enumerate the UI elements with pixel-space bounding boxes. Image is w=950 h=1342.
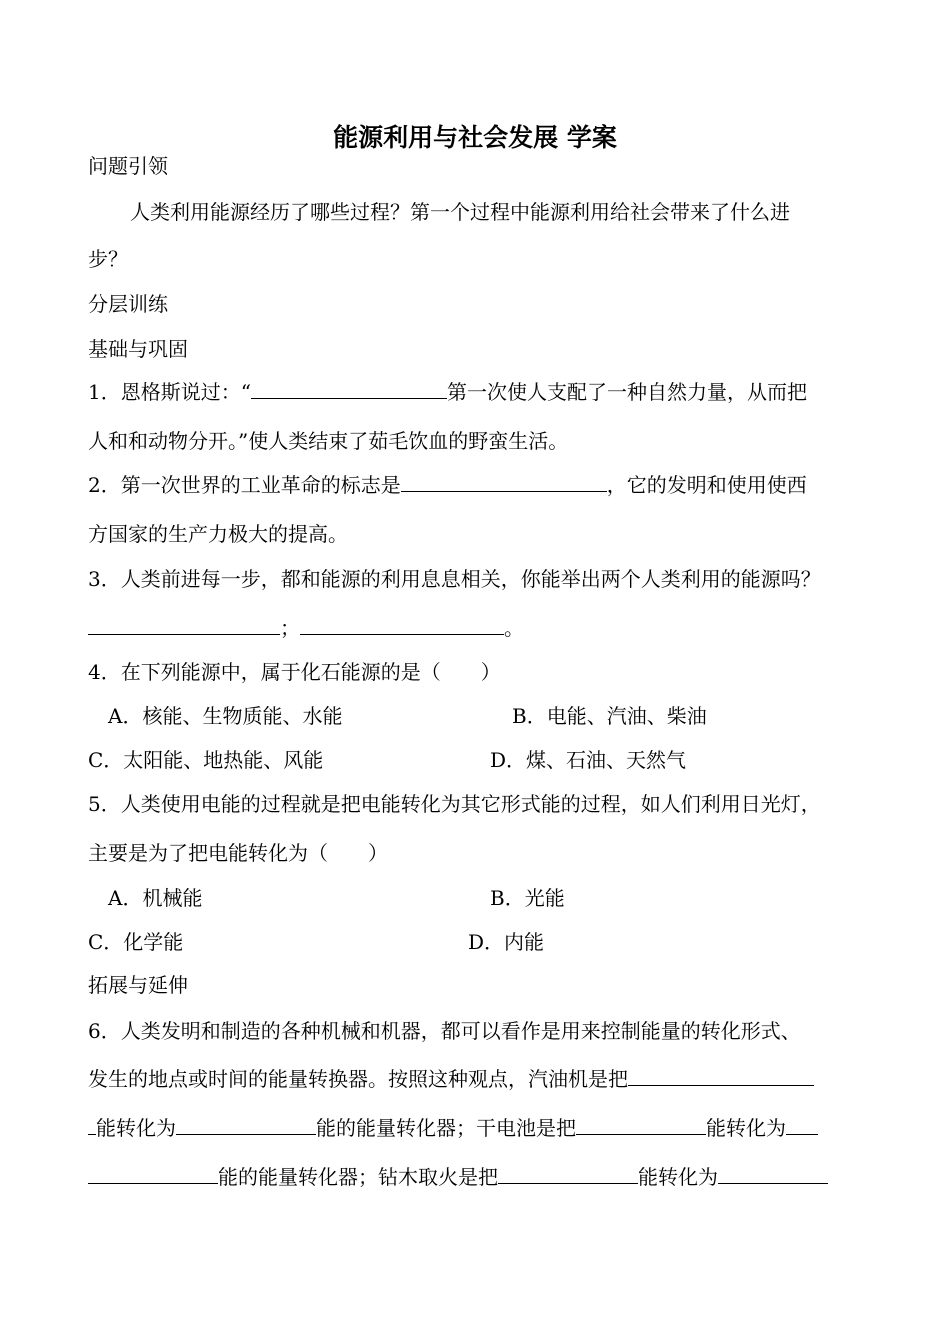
q5-option-c: C．化学能 (88, 930, 184, 954)
q3-separator: ； (280, 616, 300, 640)
q2-text-b: ，它的发明和使用使西 (606, 473, 807, 497)
q5-option-a: A．机械能 (108, 886, 203, 910)
question-5-stem-line-1: 5．人类使用电能的过程就是把电能转化为其它形式能的过程，如人们利用日光灯， (88, 792, 821, 816)
question-6-line-4 (88, 1163, 828, 1191)
q6-answer-blank-1[interactable] (628, 1065, 814, 1086)
q5-option-b: B．光能 (490, 886, 565, 910)
q5-option-d: D．内能 (468, 930, 545, 954)
q6-answer-blank-2[interactable] (176, 1114, 316, 1135)
lead-question-line-1: 人类利用能源经历了哪些过程？第一个过程中能源利用给社会带来了什么进 (130, 200, 790, 224)
question-6-line-1: 6．人类发明和制造的各种机械和机器，都可以看作是用来控制能量的转化形式、 (88, 1019, 801, 1043)
section-heading-extend: 拓展与延伸 (88, 973, 188, 997)
q3-answer-blank-2[interactable] (300, 614, 504, 635)
question-2-line-2: 方国家的生产力极大的提高。 (88, 522, 348, 546)
page-title: 能源利用与社会发展 学案 (333, 123, 617, 152)
question-3-line-1: 3．人类前进每一步，都和能源的利用息息相关，你能举出两个人类利用的能源吗？ (88, 567, 821, 591)
q6-answer-blank-3[interactable] (576, 1114, 706, 1135)
q4-option-b: B．电能、汽油、柴油 (512, 704, 707, 728)
q2-text-a: 2．第一次世界的工业革命的标志是 (88, 473, 401, 497)
q2-answer-blank[interactable] (401, 471, 607, 492)
question-1-line-2: 人和和动物分开。”使人类结束了茹毛饮血的野蛮生活。 (88, 429, 569, 453)
question-5-stem-line-2: 主要是为了把电能转化为（ ） (88, 841, 388, 865)
question-3-answers (88, 614, 524, 642)
q6-answer-blank-4-cont[interactable] (88, 1163, 218, 1184)
q4-option-d: D．煤、石油、天然气 (490, 748, 687, 772)
q3-answer-blank-1[interactable] (88, 614, 280, 635)
q1-text-b: 第一次使人支配了一种自然力量，从而把 (446, 380, 807, 404)
q6-text-l4a: 能的能量转化器；钻木取火是把 (218, 1165, 498, 1189)
question-4-stem: 4．在下列能源中，属于化石能源的是（ ） (88, 660, 501, 684)
q6-text-l3c: 能转化为 (706, 1116, 786, 1140)
q6-answer-blank-1-cont[interactable] (88, 1114, 96, 1135)
question-1-line-1 (88, 378, 807, 406)
q3-end: 。 (504, 616, 524, 640)
lead-question-line-2: 步？ (88, 247, 128, 271)
q6-text-l4b: 能转化为 (638, 1165, 718, 1189)
q6-text-l2: 发生的地点或时间的能量转换器。按照这种观点，汽油机是把 (88, 1067, 628, 1091)
question-2-line-1 (88, 471, 807, 499)
section-heading-training: 分层训练 (88, 292, 168, 316)
q6-answer-blank-6[interactable] (718, 1163, 828, 1184)
question-6-line-3 (88, 1114, 818, 1142)
q1-answer-blank[interactable] (251, 378, 447, 399)
q6-text-l3a: 能转化为 (96, 1116, 176, 1140)
q4-option-c: C．太阳能、地热能、风能 (88, 748, 324, 772)
section-heading-lead: 问题引领 (88, 154, 168, 178)
section-heading-basic: 基础与巩固 (88, 337, 188, 361)
q1-text-a: 1．恩格斯说过：“ (88, 380, 251, 404)
q6-answer-blank-5[interactable] (498, 1163, 638, 1184)
q4-option-a: A．核能、生物质能、水能 (108, 704, 343, 728)
q6-answer-blank-4[interactable] (786, 1114, 818, 1135)
q6-text-l3b: 能的能量转化器；干电池是把 (316, 1116, 576, 1140)
question-6-line-2 (88, 1065, 814, 1093)
